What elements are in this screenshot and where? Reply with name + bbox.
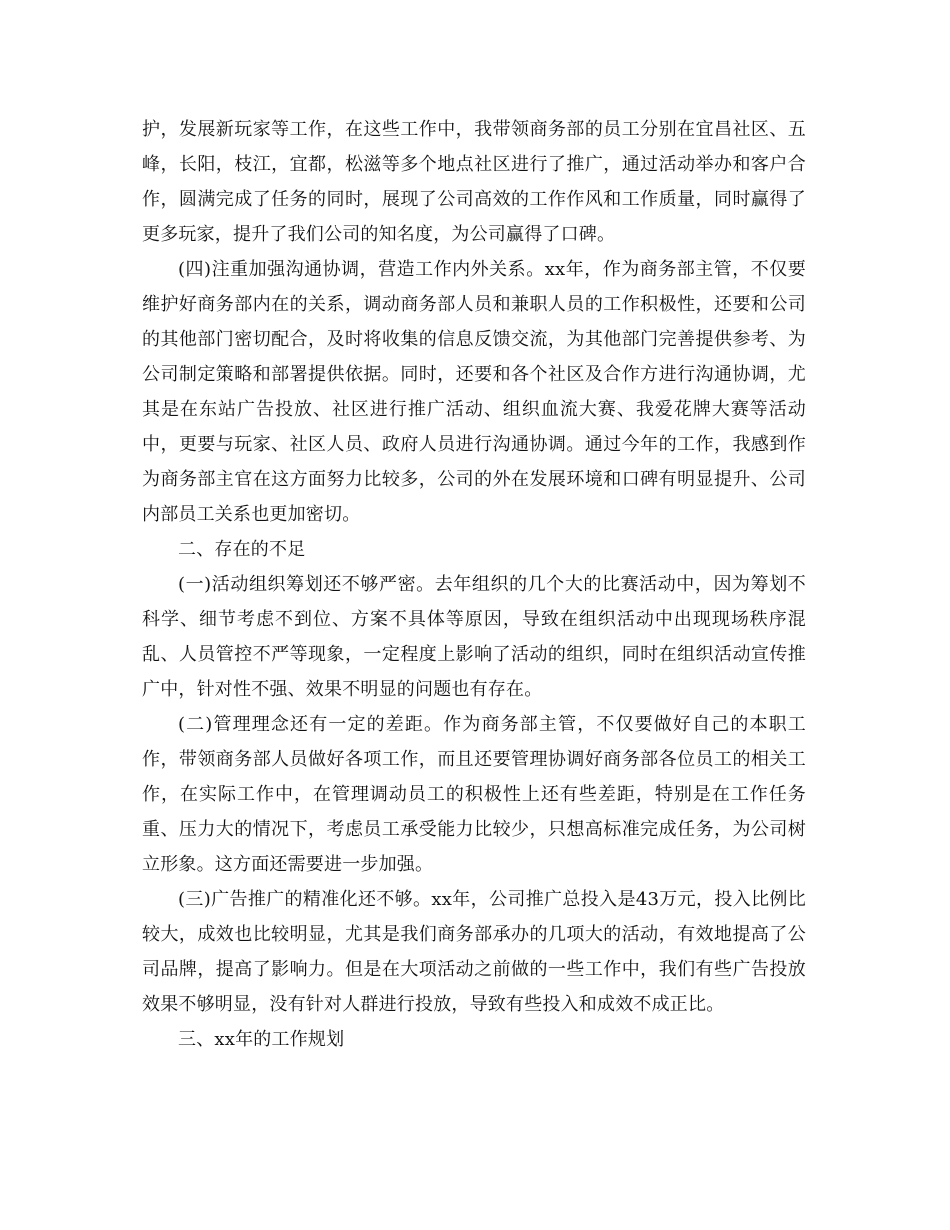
paragraph-advertising-precision: (三)广告推广的精准化还不够。xx年，公司推广总投入是43万元，投入比例比较大，成效也比较明显，尤其是我们商务部承办的几项大的活动，有效地提高了公司品牌，提高了影响力。但是在大项活动之前做的一些工作中，我们有些广告投放效果不够明显，没有针对人群进行投放，导致有些投入和成效不成正比。 — [142, 889, 806, 1015]
section-heading-shortcomings: 二、存在的不足 — [178, 539, 306, 560]
paragraph-outreach-continuation: 护，发展新玩家等工作，在这些工作中，我带领商务部的员工分别在宜昌社区、五峰，长阳，枝江，宜都，松滋等多个地点社区进行了推广，通过活动举办和客户合作，圆满完成了任务的同时，展现了公司高效的工作作风和工作质量，同时赢得了更多玩家，提升了我们公司的知名度，为公司赢得了口碑。 — [142, 119, 806, 245]
section-heading-work-plan: 三、xx年的工作规划 — [178, 1029, 345, 1050]
paragraph-communication-coordination: (四)注重加强沟通协调，营造工作内外关系。xx年，作为商务部主管，不仅要维护好商务部内在的关系，调动商务部人员和兼职人员的工作积极性，还要和公司的其他部门密切配合，及时将收集的信息反馈交流，为其他部门完善提供参考、为公司制定策略和部署提供依据。同时，还要和各个社区及合作方进行沟通协调，尤其是在东站广告投放、社区进行推广活动、组织血流大赛、我爱花牌大赛等活动中，更要与玩家、社区人员、政府人员进行沟通协调。通过今年的工作，我感到作为商务部主官在这方面努力比较多，公司的外在发展环境和口碑有明显提升、公司内部员工关系也更加密切。 — [142, 259, 806, 525]
paragraph-activity-planning: (一)活动组织筹划还不够严密。去年组织的几个大的比赛活动中，因为筹划不科学、细节考虑不到位、方案不具体等原因，导致在组织活动中出现现场秩序混乱、人员管控不严等现象，一定程度上影响了活动的组织，同时在组织活动宣传推广中，针对性不强、效果不明显的问题也有存在。 — [142, 574, 806, 700]
document-body — [142, 112, 806, 1057]
paragraph-management-gap: (二)管理理念还有一定的差距。作为商务部主管，不仅要做好自己的本职工作，带领商务部人员做好各项工作，而且还要管理协调好商务部各位员工的相关工作，在实际工作中，在管理调动员工的积极性上还有些差距，特别是在工作任务重、压力大的情况下，考虑员工承受能力比较少，只想高标准完成任务，为公司树立形象。这方面还需要进一步加强。 — [142, 714, 806, 875]
